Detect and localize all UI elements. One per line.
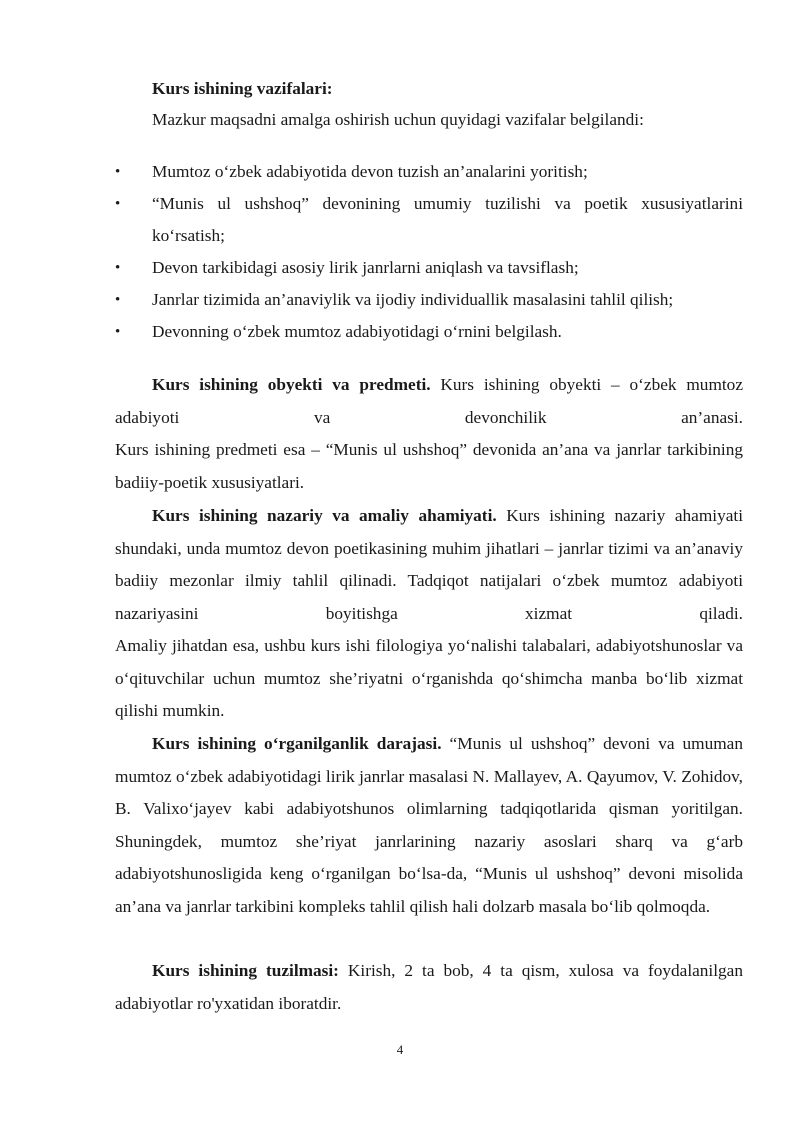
- significance-paragraph: [115, 500, 743, 728]
- object-text-2: Kurs ishining predmeti esa – “Munis ul ushshoq” devonida an’ana va janrlar tarkibining badiiy-poetik xususiyatlari.: [115, 440, 743, 492]
- list-item: [115, 252, 743, 284]
- study-text: “Munis ul ushshoq” devoni va umuman mumtoz o‘zbek adabiyotidagi lirik janrlar masalasi N. Mallayev, A. Qayumov, V. Zohidov, B. Valixo‘jayev kabi adabiyotshunos olimlarning tadqiqotlarida qisman yoritilgan. Shuningdek, mumtoz she’riyat janrlarining nazariy asoslari sharq va g‘arb adabiyotshunosligida keng o‘rganilgan bo‘lsa-da, “Munis ul ushshoq” devoni misolida an’ana va janrlar tarkibini kompleks tahlil qilish hali dolzarb masala bo‘lib qolmoqda.: [115, 734, 743, 916]
- list-item-text: Devon tarkibidagi asosiy lirik janrlarni aniqlash va tavsiflash;: [152, 258, 579, 277]
- list-item: [115, 284, 743, 316]
- bullet-icon: •: [115, 260, 121, 276]
- page-number: 4: [396, 1042, 404, 1057]
- list-item-text: Devonning o‘zbek mumtoz adabiyotidagi o‘rnini belgilash.: [152, 322, 562, 341]
- object-label: Kurs ishining obyekti va predmeti.: [152, 375, 431, 394]
- tasks-heading: Kurs ishining vazifalari:: [152, 79, 333, 98]
- object-paragraph: [115, 369, 743, 499]
- structure-paragraph: [115, 955, 743, 1020]
- study-label: Kurs ishining o‘rganilganlik darajasi.: [152, 734, 442, 753]
- object-line-1: [115, 369, 743, 434]
- significance-label: Kurs ishining nazariy va amaliy ahamiyati.: [152, 506, 497, 525]
- list-item: [115, 316, 743, 348]
- list-item-text: Mumtoz o‘zbek adabiyotida devon tuzish an’analarini yoritish;: [152, 162, 588, 181]
- structure-label: Kurs ishining tuzilmasi:: [152, 961, 339, 980]
- tasks-list: [115, 156, 743, 348]
- significance-line-1: [115, 500, 743, 630]
- bullet-icon: •: [115, 324, 121, 340]
- bullet-icon: •: [115, 196, 121, 212]
- bullet-icon: •: [115, 292, 121, 308]
- list-item-text: “Munis ul ushshoq” devonining umumiy tuzilishi va poetik xususiyatlarini ko‘rsatish;: [152, 194, 743, 245]
- list-item: [115, 156, 743, 188]
- bullet-icon: •: [115, 164, 121, 180]
- significance-text-2: Amaliy jihatdan esa, ushbu kurs ishi filologiya yo‘nalishi talabalari, adabiyotshunoslar va o‘qituvchilar uchun mumtoz she’riyatni o‘rganishda qo‘shimcha manba bo‘lib xizmat qilishi mumkin.: [115, 636, 743, 720]
- tasks-intro: Mazkur maqsadni amalga oshirish uchun quyidagi vazifalar belgilandi:: [152, 110, 644, 129]
- structure-text: Kirish, 2 ta bob, 4 ta qism, xulosa va foydalanilgan adabiyotlar ro'yxatidan iboratdir.: [115, 961, 743, 1013]
- significance-text-1: Kurs ishining nazariy ahamiyati shundaki, unda mumtoz devon poetikasining muhim jihatlari – janrlar tizimi va an’anaviy badiiy mezonlar ilmiy tahlil qilinadi. Tadqiqot natijalari o‘zbek mumtoz adabiyoti nazariyasini boyitishga xizmat qiladi.: [115, 506, 743, 623]
- list-item-text: Janrlar tizimida an’anaviylik va ijodiy individuallik masalasini tahlil qilish;: [152, 290, 674, 309]
- study-paragraph: [115, 728, 743, 923]
- object-text-1: Kurs ishining obyekti – o‘zbek mumtoz adabiyoti va devonchilik an’anasi.: [115, 375, 743, 427]
- list-item: [115, 188, 743, 252]
